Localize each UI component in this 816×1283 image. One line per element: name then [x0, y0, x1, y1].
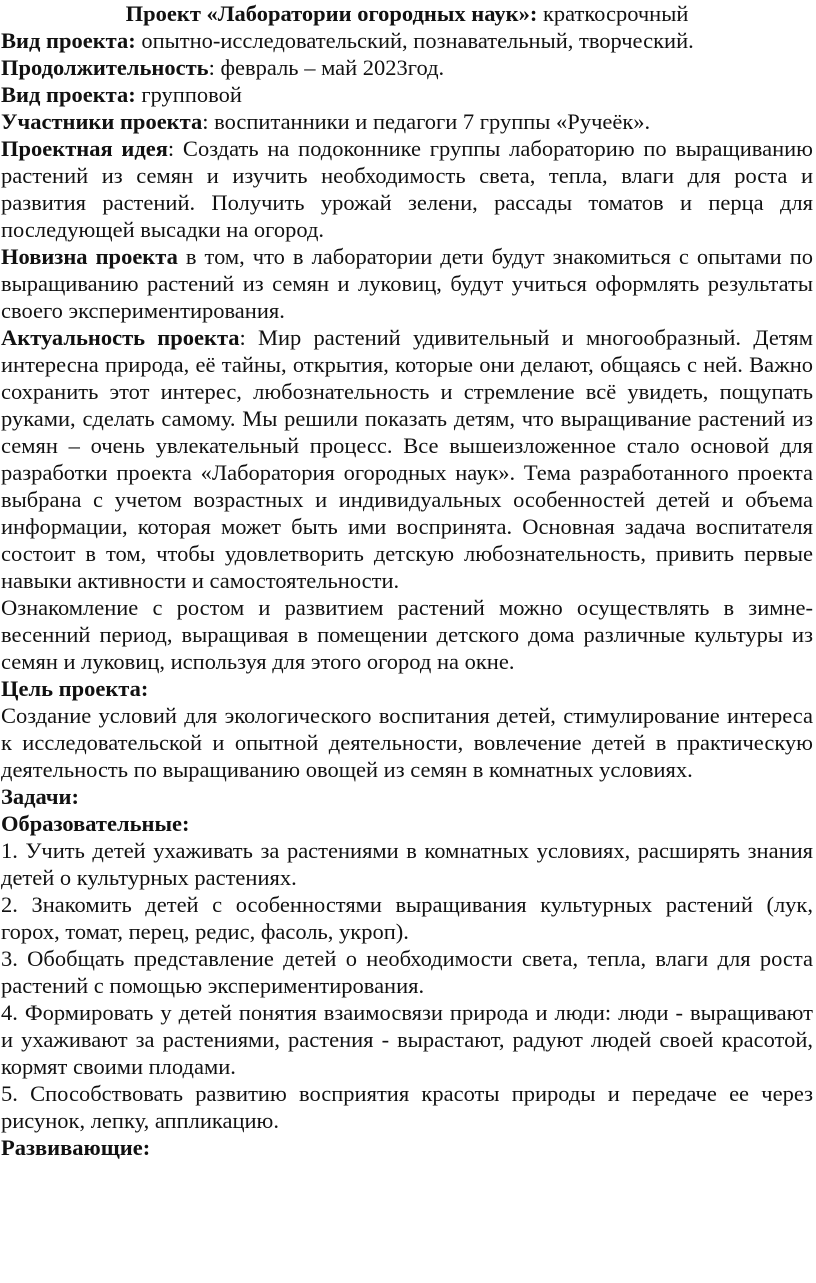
developmental-heading — [1, 1134, 813, 1161]
project-idea — [1, 135, 813, 243]
tasks-heading — [1, 783, 813, 810]
project-type-text: опытно-исследовательский, познавательный, творческий. — [135, 28, 694, 53]
project-kind-text: групповой — [135, 82, 242, 107]
project-type-label: Вид проекта: — [1, 28, 136, 53]
project-participants — [1, 108, 813, 135]
educational-item-3: 3. Обобщать представление детей о необходимости света, тепла, влаги для роста растений с помощью экспериментирования. — [1, 946, 813, 998]
project-idea-label: Проектная идея — [1, 136, 168, 161]
educational-item-1: 1. Учить детей ухаживать за растениями в комнатных условиях, расширять знания детей о культурных растениях. — [1, 838, 813, 890]
project-title-bold: Проект «Лаборатории огородных наук»: — [125, 1, 538, 26]
educational-item-4: 4. Формировать у детей понятия взаимосвязи природа и люди: люди - выращивают и ухаживают за растениями, растения - вырастают, радуют людей своей красотой, кормят своими плодами. — [1, 1000, 813, 1079]
project-idea-text: : Создать на подоконнике группы лабораторию по выращиванию растений из семян и изучить необходимость света, тепла, влаги для роста и развития растений. Получить урожай зелени, рассады томатов и перца для последующей высадки на огород. — [1, 136, 813, 242]
project-title-rest: краткосрочный — [537, 1, 689, 26]
goal-text: Создание условий для экологического воспитания детей, стимулирование интереса к исследовательской и опытной деятельности, вовлечение детей в практическую деятельность по выращиванию овощей из семян в комнатных условиях. — [1, 703, 813, 782]
project-title — [1, 0, 813, 27]
project-duration-text: : февраль – май 2023год. — [208, 55, 445, 80]
project-duration — [1, 54, 813, 81]
familiarization-paragraph: Ознакомление с ростом и развитием растений можно осуществлять в зимне-весенний период, выращивая в помещении детского дома различные культуры из семян и луковиц, используя для этого огород на окне. — [1, 595, 813, 674]
project-duration-label: Продолжительность — [1, 55, 209, 80]
goal-label: Цель проекта: — [1, 676, 149, 701]
developmental-label: Развивающие: — [1, 1135, 151, 1160]
project-novelty-label: Новизна проекта — [1, 244, 178, 269]
educational-heading — [1, 810, 813, 837]
project-relevance-label: Актуальность проекта — [1, 325, 240, 350]
educational-label: Образовательные: — [1, 811, 190, 836]
project-participants-text: : воспитанники и педагоги 7 группы «Ручеёк». — [202, 109, 651, 134]
project-relevance — [1, 324, 813, 594]
tasks-label: Задачи: — [1, 784, 80, 809]
project-kind — [1, 81, 813, 108]
educational-item-5: 5. Способствовать развитию восприятия красоты природы и передаче ее через рисунок, лепку, аппликацию. — [1, 1081, 813, 1133]
goal-heading — [1, 675, 813, 702]
project-relevance-text: : Мир растений удивительный и многообразный. Детям интересна природа, её тайны, открытия, которые они делают, общаясь с ней. Важно сохранить этот интерес, любознательность и стремление всё увидеть, пощупать руками, сделать самому. Мы решили показать детям, что выращивание растений из семян – очень увлекательный процесс. Все вышеизложенное стало основой для разработки проекта «Лаборатория огородных наук». Тема разработанного проекта выбрана с учетом возрастных и индивидуальных особенностей детей и объема информации, которая может быть ими воспринята. Основная задача воспитателя состоит в том, чтобы удовлетворить детскую любознательность, привить первые навыки активности и самостоятельности. — [1, 325, 813, 593]
project-type — [1, 27, 813, 54]
project-novelty-text: в том, что в лаборатории дети будут знакомиться с опытами по выращиванию растений из семян и луковиц, будут учиться оформлять результаты своего экспериментирования. — [1, 244, 814, 323]
educational-item-2: 2. Знакомить детей с особенностями выращивания культурных растений (лук, горох, томат, перец, редис, фасоль, укроп). — [1, 892, 813, 944]
project-novelty — [1, 243, 813, 324]
project-participants-label: Участники проекта — [1, 109, 203, 134]
project-kind-label: Вид проекта: — [1, 82, 136, 107]
